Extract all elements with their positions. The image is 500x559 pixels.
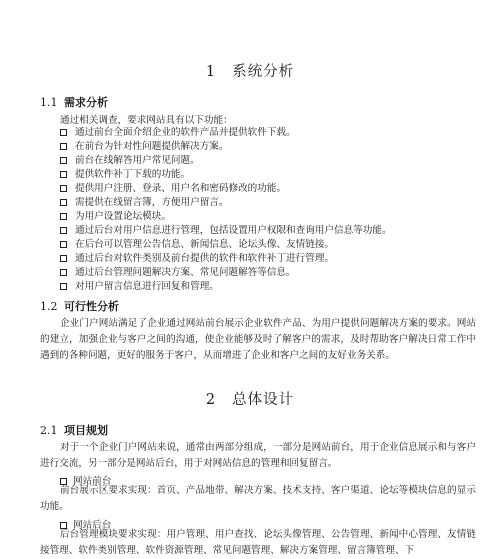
section-2-1-number: 2.1 bbox=[40, 424, 58, 437]
frontend-paragraph: 前台展示区要求实现：首页、产品地带、解决方案、技术支持、客户渠道、论坛等模块信息的显示功能。 bbox=[40, 485, 476, 512]
list-item: 通过后台管理问题解决方案、常见问题解答等信息。 bbox=[60, 266, 392, 280]
checkbox-bullet-icon bbox=[60, 185, 67, 192]
backend-label: 网站后台 bbox=[73, 520, 112, 531]
list-item: 通过后台对软件类别及前台提供的软件和软件补丁进行管理。 bbox=[60, 252, 392, 266]
project-plan-paragraph: 对于一个企业门户网站来说，通常由两部分组成，一部分是网站前台，用于企业信息展示和与客户进行交流，另一部分是网站后台，用于对网站信息的管理和回复留言。 bbox=[40, 442, 476, 469]
chapter-2-heading bbox=[0, 388, 500, 409]
list-item: 需提供在线留言簿，方便用户留言。 bbox=[60, 196, 392, 210]
checkbox-bullet-icon bbox=[60, 171, 67, 178]
list-item: 在前台为针对性问题提供解决方案。 bbox=[60, 140, 392, 154]
list-item: 提供软件补丁下载的功能。 bbox=[60, 168, 392, 182]
checkbox-bullet-icon bbox=[60, 269, 67, 276]
section-1-2-heading bbox=[40, 298, 119, 314]
list-item: 为用户设置论坛模块。 bbox=[60, 210, 392, 224]
chapter-1-heading bbox=[0, 60, 500, 81]
checkbox-bullet-icon bbox=[60, 213, 67, 220]
backend-paragraph: 后台管理模块要求实现：用户管理、用户查找、论坛头像管理、公告管理、新闻中心管理、友情链接管理、软件类别管理、软件资源管理、常见问题管理、解决方案管理、留言簿管理、下 bbox=[40, 529, 476, 556]
chapter-1-title: 系统分析 bbox=[232, 64, 295, 80]
checkbox-bullet-icon bbox=[60, 283, 67, 290]
section-1-1-title: 需求分析 bbox=[64, 96, 108, 109]
list-item: 前台在线解答用户常见问题。 bbox=[60, 154, 392, 168]
section-1-2-title: 可行性分析 bbox=[64, 300, 119, 313]
requirements-list bbox=[60, 126, 392, 294]
section-1-1-number: 1.1 bbox=[40, 96, 58, 109]
checkbox-bullet-icon bbox=[60, 227, 67, 234]
list-item: 通过前台全面介绍企业的软件产品并提供软件下载。 bbox=[60, 126, 392, 140]
list-item: 通过后台对用户信息进行管理，包括设置用户权限和查询用户信息等功能。 bbox=[60, 224, 392, 238]
section-1-1-heading bbox=[40, 94, 108, 110]
checkbox-bullet-icon bbox=[60, 157, 67, 164]
section-2-1-heading bbox=[40, 422, 108, 438]
checkbox-bullet-icon bbox=[60, 255, 67, 262]
checkbox-bullet-icon bbox=[60, 199, 67, 206]
list-item: 对用户留言信息进行回复和管理。 bbox=[60, 280, 392, 294]
checkbox-bullet-icon bbox=[60, 143, 67, 150]
list-item: 提供用户注册、登录、用户名和密码修改的功能。 bbox=[60, 182, 392, 196]
checkbox-bullet-icon bbox=[60, 241, 67, 248]
requirements-intro: 通过相关调查，要求网站具有以下功能： bbox=[60, 115, 233, 126]
chapter-2-number: 2 bbox=[205, 392, 217, 408]
feasibility-paragraph: 企业门户网站满足了企业通过网站前台展示企业软件产品、为用户提供问题解决方案的要求。网站的建立，加强企业与客户之间的沟通，使企业能够及时了解客户的需求，及时帮助客户解决日常工作中遇到的各种问题，更好的服务于客户，从而增进了企业和客户之间的友好业务关系。 bbox=[40, 318, 476, 361]
section-2-1-title: 项目规划 bbox=[64, 424, 108, 437]
frontend-label: 网站前台 bbox=[73, 476, 112, 487]
section-1-2-number: 1.2 bbox=[40, 300, 58, 313]
checkbox-bullet-icon bbox=[60, 129, 67, 136]
list-item: 在后台可以管理公告信息、新闻信息、论坛头像、友情链接。 bbox=[60, 238, 392, 252]
chapter-1-number: 1 bbox=[205, 64, 217, 80]
chapter-2-title: 总体设计 bbox=[232, 392, 295, 408]
